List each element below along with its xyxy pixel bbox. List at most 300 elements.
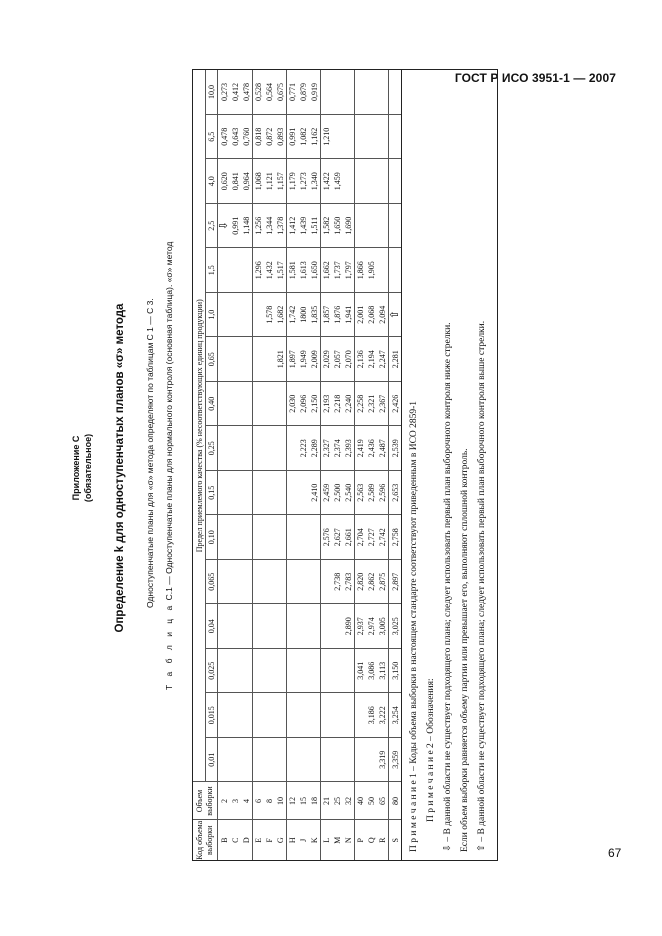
- k-value: 1800: [298, 293, 309, 338]
- k-value: 2,738: [332, 560, 343, 605]
- k-value: [275, 560, 287, 605]
- k-value: 2,289: [309, 426, 321, 471]
- k-value: 2,875: [377, 560, 389, 605]
- table-row: [230, 70, 241, 860]
- k-value: 2,563: [355, 471, 367, 516]
- k-value: [321, 70, 333, 115]
- sample-size: 80: [389, 782, 402, 820]
- k-value: 0,478: [218, 115, 231, 160]
- k-value: 1,581: [287, 248, 299, 293]
- k-value: [343, 159, 355, 204]
- k-value: 0,771: [287, 70, 299, 115]
- legend-down-arrow: ⇩ – В данной области не существует подходящего плана; следует использовать первый план выборочного контроля ниже стрелки.: [443, 322, 453, 852]
- k-value: 2,500: [332, 471, 343, 516]
- k-value: [298, 560, 309, 605]
- k-value: [230, 604, 241, 649]
- sample-size: 40: [355, 782, 367, 820]
- k-value: 2,070: [343, 337, 355, 382]
- k-value: [218, 382, 231, 427]
- k-value: 0,412: [230, 70, 241, 115]
- sample-code: G: [276, 837, 285, 844]
- table-row: [366, 70, 377, 860]
- k-value: 2,001: [355, 293, 367, 338]
- k-value: [241, 515, 253, 560]
- k-value: [355, 693, 367, 738]
- k-value: 1,650: [332, 204, 343, 249]
- k-value: [287, 604, 299, 649]
- sample-code: M: [333, 836, 342, 844]
- k-value: [275, 426, 287, 471]
- section-title: Определение k для одноступенчатых планов «σ» метода: [114, 303, 126, 633]
- k-value: [309, 649, 321, 694]
- k-value: 2,653: [389, 471, 402, 516]
- k-value: 2,436: [366, 426, 377, 471]
- k-value: 3,222: [377, 693, 389, 738]
- appendix-heading: [70, 0, 94, 936]
- k-value: [218, 738, 231, 783]
- k-value: [343, 70, 355, 115]
- k-value: 2,068: [366, 293, 377, 338]
- table-row: [343, 70, 355, 860]
- k-value: 0,841: [230, 159, 241, 204]
- k-value: [218, 515, 231, 560]
- k-value: [309, 604, 321, 649]
- k-value: 1,821: [275, 337, 287, 382]
- k-value: [309, 738, 321, 783]
- k-value: [389, 248, 402, 293]
- aql-header-3: 0,04: [206, 604, 218, 649]
- sample-code: Q: [367, 837, 376, 844]
- k-value: [264, 426, 275, 471]
- k-value: [309, 693, 321, 738]
- column-header-size: Объем выборки: [193, 782, 218, 820]
- k-value: 1,162: [309, 115, 321, 160]
- down-arrow-icon: ⇩: [217, 221, 230, 231]
- k-value: 2,136: [355, 337, 367, 382]
- table-row: [355, 70, 367, 860]
- k-value: 1,517: [275, 248, 287, 293]
- k-value: 0,991: [287, 115, 299, 160]
- k-value: 1,340: [309, 159, 321, 204]
- k-value: [230, 649, 241, 694]
- k-value: [253, 337, 265, 382]
- k-value: 2,758: [389, 515, 402, 560]
- k-value: 3,113: [377, 649, 389, 694]
- k-value: [355, 115, 367, 160]
- sample-code: C: [231, 837, 240, 843]
- k-value: [343, 115, 355, 160]
- k-value: 1,876: [332, 293, 343, 338]
- k-value: 3,186: [366, 693, 377, 738]
- k-value: [298, 649, 309, 694]
- k-value: [321, 693, 333, 738]
- table-caption-number: С.1: [164, 587, 174, 601]
- k-value: 1,941: [343, 293, 355, 338]
- aql-header-13: 4,0: [206, 159, 218, 204]
- k-value: [377, 115, 389, 160]
- sample-code: D: [242, 837, 251, 844]
- k-value: 2,589: [366, 471, 377, 516]
- sample-size: 8: [264, 782, 275, 820]
- k-value: [332, 738, 343, 783]
- k-value: 0,273: [218, 70, 231, 115]
- k-value: [321, 560, 333, 605]
- k-value: [241, 382, 253, 427]
- k-value: [253, 693, 265, 738]
- k-value: 2,029: [321, 337, 333, 382]
- k-value: [230, 337, 241, 382]
- sample-size: 2: [218, 782, 231, 820]
- sample-code: E: [253, 820, 265, 860]
- k-value: [366, 159, 377, 204]
- k-value: 2,539: [389, 426, 402, 471]
- sample-size: 15: [298, 782, 309, 820]
- table-row: [332, 70, 343, 860]
- k-value: 2,937: [355, 604, 367, 649]
- table-row: [241, 70, 253, 860]
- table-row: [287, 70, 299, 860]
- table-row: [218, 70, 231, 860]
- k-value: 0,528: [253, 70, 265, 115]
- k-value: [253, 515, 265, 560]
- k-value: 1,613: [298, 248, 309, 293]
- k-value: [230, 293, 241, 338]
- k-value: 1,857: [321, 293, 333, 338]
- k-value: [321, 604, 333, 649]
- aql-header-7: 0,25: [206, 426, 218, 471]
- k-value: 2,150: [309, 382, 321, 427]
- k-value: [298, 515, 309, 560]
- k-value: [264, 560, 275, 605]
- k-value: [230, 248, 241, 293]
- k-value: 2,094: [377, 293, 389, 338]
- k-value: 1,905: [366, 248, 377, 293]
- aql-header-1: 0,015: [206, 693, 218, 738]
- k-value: [241, 337, 253, 382]
- k-value: 2,410: [309, 471, 321, 516]
- k-value: 1,737: [332, 248, 343, 293]
- k-value: [241, 293, 253, 338]
- document-header: ГОСТ Р ИСО 3951-1 — 2007: [454, 71, 616, 85]
- k-value: [264, 515, 275, 560]
- sample-size: 3: [230, 782, 241, 820]
- k-value: 1,378: [275, 204, 287, 249]
- k-value: 2,897: [389, 560, 402, 605]
- k-value: [241, 471, 253, 516]
- k-value: 1,690: [343, 204, 355, 249]
- k-value: 1,682: [275, 293, 287, 338]
- k-value: 1,511: [309, 204, 321, 249]
- k-value: [287, 693, 299, 738]
- k-value: 1,157: [275, 159, 287, 204]
- k-value: [309, 515, 321, 560]
- k-value: 1,273: [298, 159, 309, 204]
- sample-code: B: [218, 820, 231, 860]
- k-value: [230, 693, 241, 738]
- k-value: [253, 604, 265, 649]
- k-value: 2,218: [332, 382, 343, 427]
- k-value: [287, 426, 299, 471]
- k-value: 1,742: [287, 293, 299, 338]
- sample-code: P: [355, 820, 367, 860]
- k-value: [287, 515, 299, 560]
- k-value: 0,620: [218, 159, 231, 204]
- table-row: [309, 70, 321, 860]
- k-value: [366, 115, 377, 160]
- k-value: 2,281: [389, 337, 402, 382]
- k-value: 1,897: [287, 337, 299, 382]
- k-value: 2,367: [377, 382, 389, 427]
- k-value: [377, 159, 389, 204]
- k-value: [241, 560, 253, 605]
- k-value: [332, 693, 343, 738]
- k-value: 2,487: [377, 426, 389, 471]
- k-value: 2,223: [298, 426, 309, 471]
- k-value: 1,068: [253, 159, 265, 204]
- k-value: 0,964: [241, 159, 253, 204]
- k-value: 2,459: [321, 471, 333, 516]
- k-value: 1,578: [264, 293, 275, 338]
- legend-lot-size: Если объем выборки равняется объему партии или превышает его, выполняют сплошной контроль.: [460, 448, 470, 852]
- k-value: 2,862: [366, 560, 377, 605]
- k-value: 2,057: [332, 337, 343, 382]
- k-value: [275, 693, 287, 738]
- k-value: 2,974: [366, 604, 377, 649]
- k-value: [275, 471, 287, 516]
- k-value: [218, 293, 231, 338]
- table-notes: [401, 70, 497, 860]
- table-caption-prefix: Т а б л и ц а: [164, 602, 174, 690]
- k-value: 1,296: [253, 248, 265, 293]
- k-value: [275, 738, 287, 783]
- k-value: [264, 738, 275, 783]
- k-value: 2,820: [355, 560, 367, 605]
- k-value: [366, 204, 377, 249]
- k-value: [343, 738, 355, 783]
- k-value: 3,254: [389, 693, 402, 738]
- k-value: 1,866: [355, 248, 367, 293]
- k-value: [377, 248, 389, 293]
- aql-header-8: 0,40: [206, 382, 218, 427]
- sample-code: K: [310, 837, 319, 844]
- k-value: 2,661: [343, 515, 355, 560]
- k-value: 2,374: [332, 426, 343, 471]
- k-value: 1,835: [309, 293, 321, 338]
- k-value: [218, 649, 231, 694]
- sample-code: J: [299, 838, 308, 842]
- k-value: [218, 604, 231, 649]
- k-value: [230, 560, 241, 605]
- k-value: 1,148: [241, 204, 253, 249]
- k-value: 3,041: [355, 649, 367, 694]
- k-value: 2,576: [321, 515, 333, 560]
- k-value: [253, 471, 265, 516]
- k-value: [218, 693, 231, 738]
- k-value: [366, 738, 377, 783]
- k-value: [355, 204, 367, 249]
- k-value: [230, 515, 241, 560]
- k-value: 2,419: [355, 426, 367, 471]
- intro-paragraph: Одноступенчатые планы для «σ» метода определяют по таблицам С 1 — С 3.: [145, 298, 155, 608]
- k-value: [275, 515, 287, 560]
- sample-size: 25: [332, 782, 343, 820]
- k-value: [253, 426, 265, 471]
- k-value: 2,321: [366, 382, 377, 427]
- sample-size: 32: [343, 782, 355, 820]
- aql-header-4: 0,065: [206, 560, 218, 605]
- sample-size: 18: [309, 782, 321, 820]
- k-value: 2,193: [321, 382, 333, 427]
- sample-code: R: [378, 837, 387, 843]
- table-row: [275, 70, 287, 860]
- k-value: 1,797: [343, 248, 355, 293]
- k-value: 2,327: [321, 426, 333, 471]
- k-value: 0,818: [253, 115, 265, 160]
- aql-header-10: 1,0: [206, 293, 218, 338]
- k-value: 1,949: [298, 337, 309, 382]
- k-value: [253, 293, 265, 338]
- k-value: 1,210: [321, 115, 333, 160]
- k-value: 2,096: [298, 382, 309, 427]
- k-value: 1,082: [298, 115, 309, 160]
- k-value: [287, 471, 299, 516]
- k-value: [298, 604, 309, 649]
- k-value: 1,432: [264, 248, 275, 293]
- k-value: 2,426: [389, 382, 402, 427]
- appendix-title: Приложение С: [71, 435, 81, 501]
- table-row: [264, 70, 275, 860]
- k-value: [287, 738, 299, 783]
- k-value: [264, 693, 275, 738]
- sample-size: 21: [321, 782, 333, 820]
- k-value: 3,359: [389, 738, 402, 783]
- k-value: 2,742: [377, 515, 389, 560]
- k-value: 2,627: [332, 515, 343, 560]
- k-value: [321, 649, 333, 694]
- table-row: [377, 70, 389, 860]
- column-group-header-aql: Предел приемлемого качества (% несоответствующих единиц продукции): [193, 70, 206, 782]
- k-value: [355, 70, 367, 115]
- k-value: 2,704: [355, 515, 367, 560]
- k-value: [241, 604, 253, 649]
- table-row: [253, 70, 265, 860]
- k-value: [241, 649, 253, 694]
- sample-code: F: [265, 838, 274, 843]
- k-value: [377, 70, 389, 115]
- aql-header-12: 2,5: [206, 204, 218, 249]
- k-value: [389, 70, 402, 115]
- table-row: [389, 70, 402, 860]
- k-value: [321, 738, 333, 783]
- k-value: [218, 248, 231, 293]
- k-value: [389, 204, 402, 249]
- k-value: [287, 560, 299, 605]
- k-value: [275, 649, 287, 694]
- legend-up-arrow: ⇧ – В данной области не существует подходящего плана; следует использовать первый план выборочного контроля выше стрелки.: [477, 320, 487, 852]
- k-value: [389, 159, 402, 204]
- k-value: 1,459: [332, 159, 343, 204]
- k-value: [241, 693, 253, 738]
- sample-code: S: [389, 820, 402, 860]
- k-value: [275, 604, 287, 649]
- k-value: 0,478: [241, 70, 253, 115]
- k-value: [298, 738, 309, 783]
- k-value: 0,919: [309, 70, 321, 115]
- aql-header-9: 0,65: [206, 337, 218, 382]
- k-value: 2,540: [343, 471, 355, 516]
- page-number: 67: [608, 846, 622, 860]
- k-value: [264, 337, 275, 382]
- k-value: [298, 471, 309, 516]
- k-value: [332, 115, 343, 160]
- k-value: [241, 426, 253, 471]
- k-value: 3,086: [366, 649, 377, 694]
- sample-size: 6: [253, 782, 265, 820]
- note-1: П р и м е ч а н и е 1 – Коды объема выборки в настоящем стандарте соответствуют приведенным в ИСО 2859-1: [409, 400, 419, 852]
- k-value: [264, 604, 275, 649]
- sample-size: 50: [366, 782, 377, 820]
- aql-header-6: 0,15: [206, 471, 218, 516]
- k-value: 0,675: [275, 70, 287, 115]
- k-value: 3,005: [377, 604, 389, 649]
- sample-size: 12: [287, 782, 299, 820]
- k-value: [241, 248, 253, 293]
- k-value: 1,344: [264, 204, 275, 249]
- aql-header-0: 0,01: [206, 738, 218, 783]
- sample-size: 10: [275, 782, 287, 820]
- sample-code: N: [344, 837, 353, 844]
- k-value: 0,643: [230, 115, 241, 160]
- k-value: 0,879: [298, 70, 309, 115]
- k-value: 2,194: [366, 337, 377, 382]
- k-value: 1,121: [264, 159, 275, 204]
- k-value: 2,596: [377, 471, 389, 516]
- k-value: [230, 382, 241, 427]
- k-value: 3,025: [389, 604, 402, 649]
- k-value: [287, 649, 299, 694]
- k-value: [355, 159, 367, 204]
- k-values-table: [192, 69, 498, 861]
- k-value: 0,872: [264, 115, 275, 160]
- k-value: 3,319: [377, 738, 389, 783]
- sample-code: L: [321, 820, 333, 860]
- k-value: [218, 560, 231, 605]
- k-value: [264, 649, 275, 694]
- k-value: 2,009: [309, 337, 321, 382]
- table-caption: [164, 242, 174, 690]
- k-value: [253, 649, 265, 694]
- k-value: [332, 70, 343, 115]
- k-value: [253, 738, 265, 783]
- note-2: П р и м е ч а н и е 2 – Обозначения:: [426, 678, 436, 822]
- k-value: 1,662: [321, 248, 333, 293]
- k-value: [218, 426, 231, 471]
- k-value: 0,564: [264, 70, 275, 115]
- k-value: [298, 693, 309, 738]
- k-value: [366, 70, 377, 115]
- k-value: 2,258: [355, 382, 367, 427]
- k-value: 0,991: [230, 204, 241, 249]
- k-value: [230, 738, 241, 783]
- k-value: 2,783: [343, 560, 355, 605]
- k-value: [389, 293, 402, 338]
- k-value: [241, 738, 253, 783]
- k-value: [230, 471, 241, 516]
- k-value: 1,650: [309, 248, 321, 293]
- table-row: [298, 70, 309, 860]
- aql-header-2: 0,025: [206, 649, 218, 694]
- k-value: 1,179: [287, 159, 299, 204]
